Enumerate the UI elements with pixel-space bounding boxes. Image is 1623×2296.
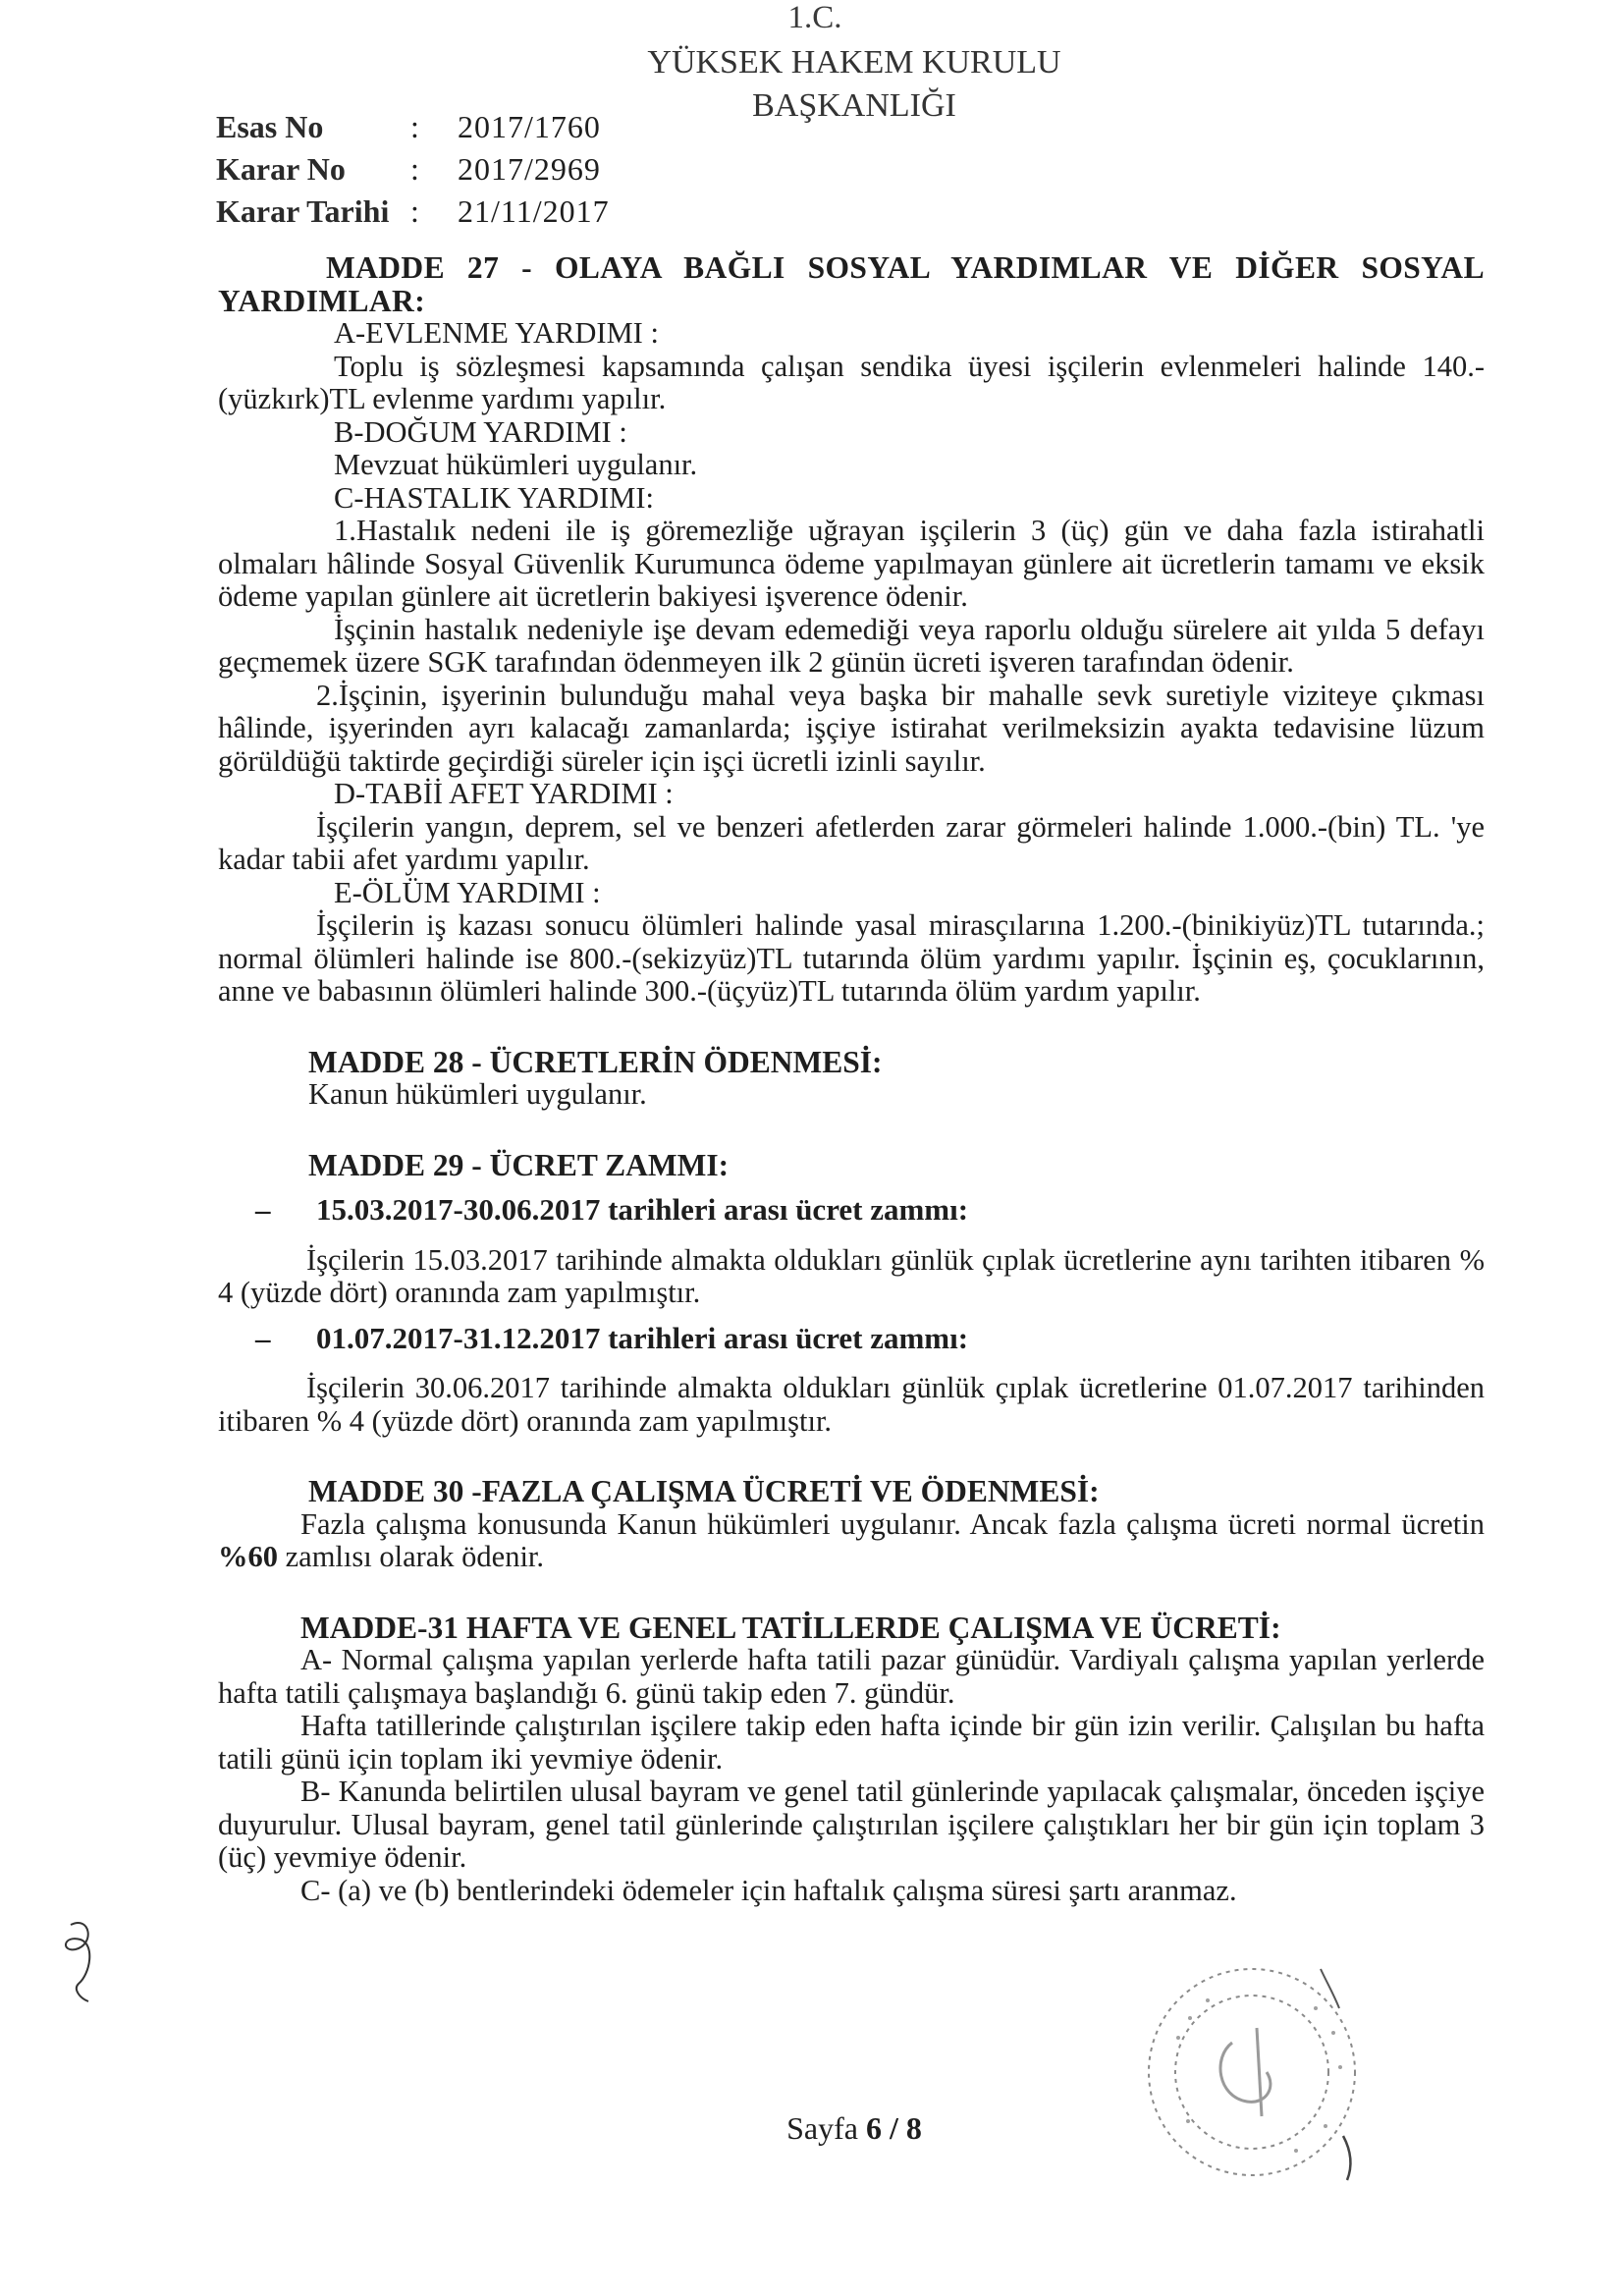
- esas-value: 2017/1760: [458, 109, 601, 144]
- article-31: [218, 1612, 1485, 1908]
- evlenme-text: Toplu iş sözleşmesi kapsamında çalışan sendika üyesi işçilerin evlenmeleri halinde 140.-(yüzkırk)TL evlenme yardımı yapılır.: [218, 349, 1485, 415]
- tarih-label: Karar Tarihi: [216, 193, 390, 229]
- afet-text: İşçilerin yangın, deprem, sel ve benzeri afetlerden zarar görmeleri halinde 1.000.-(bin) TL. 'ye kadar tabii afet yardımı yapılır.: [218, 809, 1485, 876]
- period-1-title: 15.03.2017-30.06.2017 tarihleri arası ücret zammı:: [316, 1192, 969, 1227]
- period-2-title: 01.07.2017-31.12.2017 tarihleri arası ücret zammı:: [316, 1320, 969, 1355]
- article-30-rate: %60: [218, 1540, 278, 1573]
- page-number: [746, 2110, 962, 2147]
- olum-text: İşçilerin iş kazası sonucu ölümleri halinde yasal mirasçılarına 1.200.-(binikiyüz)TL tutarında.; normal ölümleri halinde ise 800.-(sekizyüz)TL tutarında ölüm yardımı yapılır. İşçinin eş, çocuklarının, anne ve babasının ölümleri halinde 300.-(üçyüz)TL tutarında ölüm yardım yapılır.: [218, 908, 1485, 1008]
- article-28-text: Kanun hükümleri uygulanır.: [308, 1077, 647, 1111]
- esas-label: Esas No: [216, 109, 324, 144]
- period-1-text: İşçilerin 15.03.2017 tarihinde almakta oldukları günlük çıplak ücretlerine aynı tarihten itibaren % 4 (yüzde dört) oranında zam yapılmıştır.: [218, 1242, 1485, 1309]
- karar-value: 2017/2969: [458, 151, 601, 187]
- article-30-text: [218, 1508, 1485, 1574]
- issuer-line-2: BAŞKANLIĞI: [752, 87, 956, 124]
- article-28: [218, 1046, 1485, 1112]
- period-1-heading: [218, 1193, 1485, 1227]
- issuer-line-1: YÜKSEK HAKEM KURULU: [647, 44, 1061, 81]
- article-31-title: MADDE-31 HAFTA VE GENEL TATİLLERDE ÇALIŞMA VE ÜCRETİ:: [300, 1610, 1281, 1645]
- article-29: [218, 1149, 1485, 1439]
- article-31-b-text: B- Kanunda belirtilen ulusal bayram ve genel tatil günlerinde yapılacak çalışmalar, önceden işçiye duyurulur. Ulusal bayram, genel tatil günlerinde çalıştırılan işçilere çalıştıkları her bir gün için toplam 3 (üç) yevmiye ödenir.: [218, 1775, 1485, 1874]
- article-31-c-text: C- (a) ve (b) bentlerindeki ödemeler için haftalık çalışma süresi şartı aranmaz.: [300, 1873, 1237, 1907]
- official-seal-stamp: [1119, 1949, 1384, 2190]
- afet-heading: D-TABİİ AFET YARDIMI :: [334, 777, 674, 810]
- article-27: [218, 251, 1485, 1009]
- evlenme-heading: A-EVLENME YARDIMI :: [334, 316, 659, 350]
- colon: :: [410, 109, 419, 144]
- article-30-text-post: zamlısı olarak ödenir.: [278, 1540, 545, 1573]
- article-29-title: MADDE 29 - ÜCRET ZAMMI:: [308, 1147, 730, 1182]
- hastalik-heading: C-HASTALIK YARDIMI:: [334, 480, 654, 515]
- case-row-esas: [216, 106, 610, 148]
- colon: :: [410, 193, 419, 229]
- article-31-a-text-2: Hafta tatillerinde çalıştırılan işçilere takip eden hafta içinde bir gün izin verilir. Çalışılan bu hafta tatili günü için toplam iki yevmiye ödenir.: [218, 1709, 1485, 1776]
- hastalik-text-1: 1.Hastalık nedeni ile iş göremezliğe uğrayan işçilerin 3 (üç) gün ve daha fazla istirahatli olmaları hâlinde Sosyal Güvenlik Kurumunca ödeme yapılmayan günlere ait ücretlerin tamamı ve eksik ödeme yapılan günlere ait ücretlerin bakiyesi işverence ödenir.: [218, 514, 1485, 613]
- hastalik-text-2: İşçinin hastalık nedeniyle işe devam edemediği veya raporlu olduğu sürelere ait yılda 5 defayı geçmemek üzere SGK tarafından ödenmeyen ilk 2 günün ücreti işveren tarafından ödenir.: [218, 612, 1485, 679]
- case-row-tarih: [216, 191, 610, 233]
- article-31-a-text: A- Normal çalışma yapılan yerlerde hafta tatili pazar günüdür. Vardiyalı çalışma yapılan yerlerde hafta tatili çalışmaya başlandığı 6. günü takip eden 7. gündür.: [218, 1643, 1485, 1710]
- hastalik-text-3: 2.İşçinin, işyerinin bulunduğu mahal veya başka bir mahalle sevk suretiyle viziteye çıkması hâlinde, işyerinden ayrı kalacağı zamanlarda; işçiye istirahat verilmeksizin ayakta tedavisine lüzum görüldüğü taktirde geçirdiği süreler için işçi ücretli izinli sayılır.: [218, 678, 1485, 778]
- page-value: 6 / 8: [865, 2110, 922, 2146]
- dash-bullet: –: [255, 1320, 271, 1355]
- period-2-heading: [218, 1322, 1485, 1355]
- colon: :: [410, 151, 419, 187]
- article-30-title: MADDE 30 -FAZLA ÇALIŞMA ÜCRETİ VE ÖDENMESİ:: [308, 1474, 1100, 1508]
- karar-label: Karar No: [216, 151, 346, 187]
- document-body: [218, 251, 1485, 1907]
- period-2-text: İşçilerin 30.06.2017 tarihinde almakta oldukları günlük çıplak ücretlerine 01.07.2017 tarihinden itibaren % 4 (yüzde dört) oranında zam yapılmıştır.: [218, 1371, 1485, 1438]
- article-28-title: MADDE 28 - ÜCRETLERİN ÖDENMESİ:: [308, 1044, 883, 1079]
- issuer-header: [589, 41, 1119, 128]
- dogum-heading: B-DOĞUM YARDIMI :: [334, 414, 627, 449]
- dash-bullet: –: [255, 1192, 271, 1227]
- tarih-value: 21/11/2017: [458, 193, 610, 229]
- olum-heading: E-ÖLÜM YARDIMI :: [334, 875, 601, 909]
- header-top-mark: 1.C.: [787, 0, 842, 35]
- article-30-text-pre: Fazla çalışma konusunda Kanun hükümleri uygulanır. Ancak fazla çalışma ücreti normal ücretin: [300, 1506, 1485, 1541]
- page-label: Sayfa: [786, 2110, 858, 2146]
- article-30: [218, 1475, 1485, 1574]
- article-27-title: MADDE 27 - OLAYA BAĞLI SOSYAL YARDIMLAR VE DİĞER SOSYAL YARDIMLAR:: [218, 250, 1485, 318]
- case-row-karar: [216, 148, 610, 191]
- margin-initial-signature: [51, 1905, 110, 2013]
- case-info: [216, 106, 610, 233]
- dogum-text: Mevzuat hükümleri uygulanır.: [334, 448, 698, 481]
